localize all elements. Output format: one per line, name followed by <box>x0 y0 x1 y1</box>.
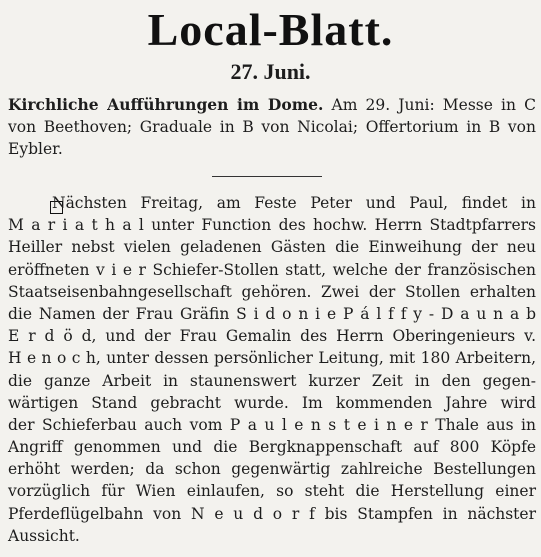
article-line: Pferdeflügelbahn von N e u d o r f bis Stampfen in nächster <box>8 504 536 523</box>
article-line: E r d ö d, und der Frau Gemalin des Herrn Oberingenieurs v. <box>8 327 536 346</box>
article-line: wärtigen Stand gebracht wurde. Im kommenden Jahre wird <box>8 393 536 412</box>
notice-heading: Kirchliche Aufführungen im Dome. <box>8 95 324 114</box>
article-line: die Namen der Frau Gräfin S i d o n i e P á l f f y - D a u n a b <box>8 304 536 323</box>
article-line: die ganze Arbeit in staunenswert kurzer Zeit in den gegen- <box>8 371 536 390</box>
article-line: Heiller nebst vielen geladenen Gästen die Einweihung der neu <box>8 238 536 257</box>
section-divider <box>212 176 322 177</box>
article-line: M a r i a t h a l unter Function des hochw. Herrn Stadtpfarrers <box>8 216 536 235</box>
notice-body: Am 29. Juni: Messe in C von Beethoven; Graduale in B von Nicolai; Offertorium in B von Eybler. <box>8 96 536 158</box>
news-article <box>8 192 536 547</box>
article-line: Nächsten Freitag, am Feste Peter und Paul, findet in <box>52 194 536 212</box>
article-line: H e n o c h, unter dessen persönlicher Leitung, mit 180 Arbeitern, <box>8 349 536 368</box>
article-line: Aussicht. <box>8 526 80 545</box>
masthead-title: Local-Blatt. <box>147 4 394 55</box>
issue-date: 27. Juni. <box>230 59 311 84</box>
article-line: erhöht werden; da schon gegenwärtig zahlreiche Bestellungen <box>8 460 536 479</box>
article-line: Angriff genommen und die Bergknappenschaft auf 800 Köpfe <box>8 438 536 457</box>
article-line: vorzüglich für Wien einlaufen, so steht die Herstellung einer <box>8 482 536 501</box>
article-line: Staatseisenbahngesellschaft gehören. Zwei der Stollen erhalten <box>8 282 536 301</box>
article-line: eröffneten v i e r Schiefer-Stollen statt, welche der französischen <box>8 260 536 279</box>
article-line: der Schieferbau auch vom P a u l e n s t e i n e r Thale aus in <box>8 415 536 434</box>
church-music-notice <box>8 94 536 160</box>
